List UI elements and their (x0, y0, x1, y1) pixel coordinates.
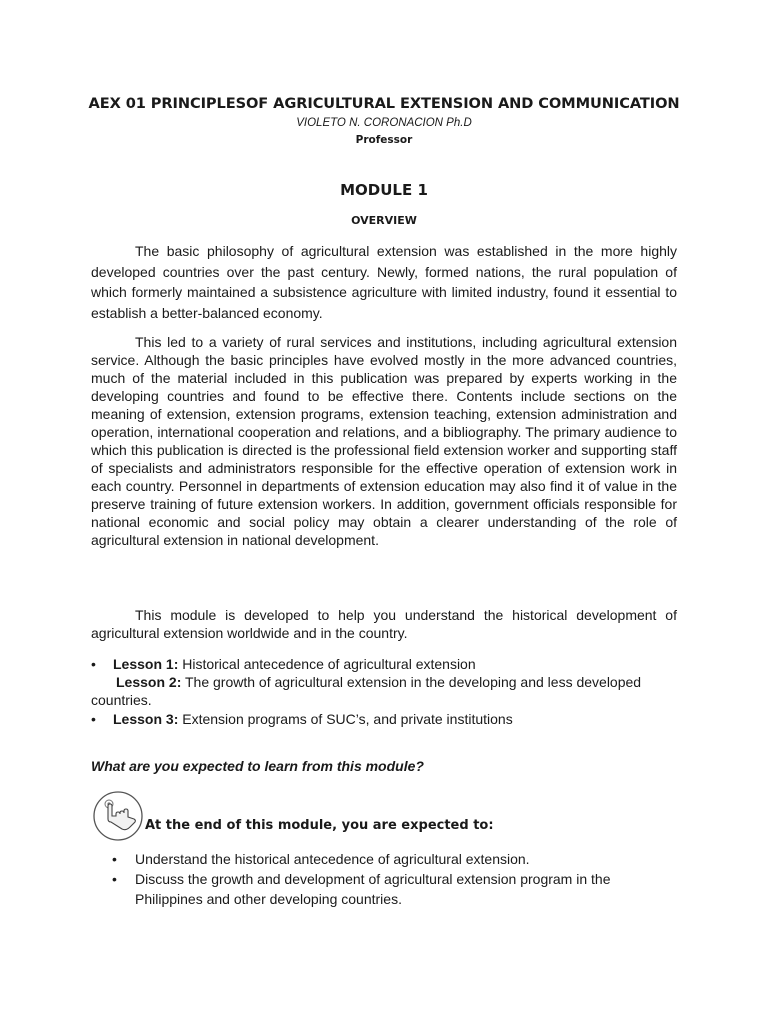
lesson-text: Historical antecedence of agricultural extension (178, 656, 476, 672)
bullet: • (91, 656, 96, 672)
objectives-question: What are you expected to learn from this module? (91, 758, 424, 774)
lesson-label: Lesson 2: (116, 674, 182, 690)
paragraph-philosophy: The basic philosophy of agricultural extension was established in the more highly developed countries over the past century. Newly, formed nations, the rural population of which formerly maintained a subsistence agriculture with limited industry, found it essential to establish a better-balanced economy. (91, 243, 677, 321)
bullet: • (91, 711, 96, 727)
lesson-list (91, 655, 677, 728)
lesson-label: Lesson 3: (113, 711, 179, 727)
paragraph-module-purpose: This module is developed to help you understand the historical development of agricultural extension worldwide and in the country. (91, 607, 677, 641)
objectives-lead: At the end of this module, you are expected to: (145, 818, 494, 833)
author-role: Professor (355, 134, 413, 146)
lesson-text: Extension programs of SUC’s, and private institutions (178, 711, 513, 727)
lesson-text: The growth of agricultural extension in the developing and less developed countries. (91, 674, 642, 708)
course-title: AEX 01 PRINCIPLESOF AGRICULTURAL EXTENSION AND COMMUNICATION (88, 95, 680, 112)
objective-text: Discuss the growth and development of agricultural extension program in the Philippines and other developing countries. (135, 871, 611, 907)
touch-hand-icon (92, 789, 146, 843)
objective-item (112, 849, 672, 869)
lesson-item (91, 673, 677, 709)
paragraph-services: This led to a variety of rural services and institutions, including agricultural extension service. Although the basic principles have evolved mostly in the more advanced countries, much of the material included in this publication was prepared by experts working in the developing countries and found to be effective there. Contents include sections on the meaning of extension, extension programs, extension teaching, extension administration and operation, international cooperation and relations, and a bibliography. The primary audience to which this publication is directed is the professional field extension worker and supporting staff of specialists and administrators responsible for the effective operation of extension work in each country. Personnel in departments of extension education may also find it of value in the preserve training of future extension workers. In addition, government officials responsible for national economic and social policy may obtain a clearer understanding of the role of agricultural extension in national development. (91, 334, 677, 548)
module-heading: MODULE 1 (340, 181, 428, 199)
lesson-item (91, 655, 677, 673)
objective-text: Understand the historical antecedence of agricultural extension. (135, 851, 530, 867)
lesson-item (91, 710, 677, 728)
author-name: VIOLETO N. CORONACION Ph.D (296, 117, 472, 129)
objective-item (112, 869, 672, 909)
lesson-label: Lesson 1: (113, 656, 179, 672)
bullet: • (112, 851, 117, 867)
bullet: • (112, 871, 117, 887)
objectives-list (112, 849, 672, 909)
overview-heading: OVERVIEW (351, 214, 417, 227)
